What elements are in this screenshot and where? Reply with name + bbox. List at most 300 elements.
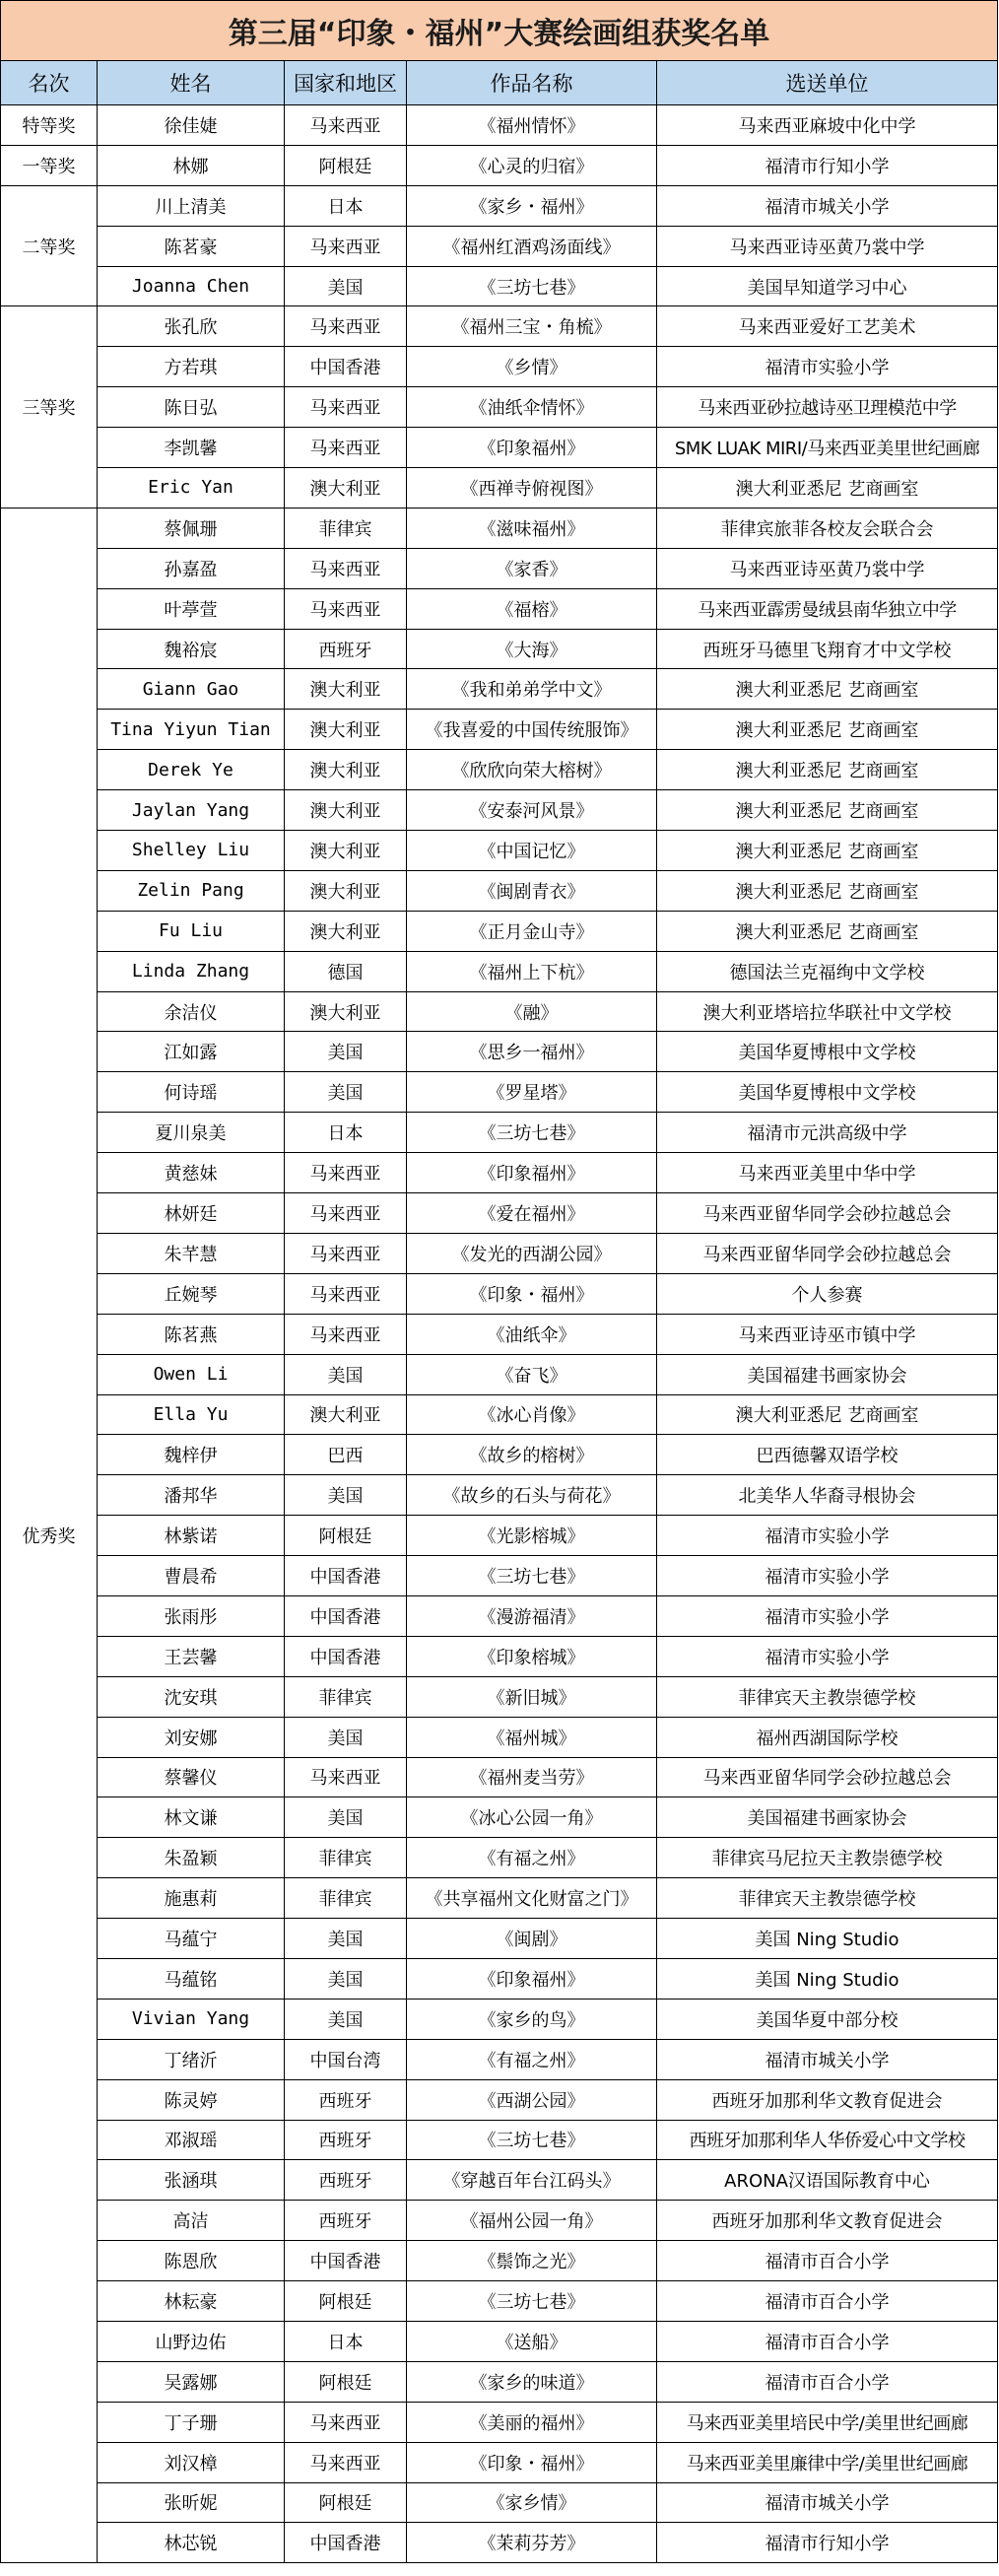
table-row (1, 1032, 998, 1072)
unit-cell: 澳大利亚悉尼 艺商画室 (657, 911, 998, 951)
name-cell: Zelin Pang (98, 870, 285, 911)
unit-cell: 西班牙加那利华人华侨爱心中文学校 (657, 2120, 998, 2160)
table-row (1, 951, 998, 991)
country-cell: 美国 (285, 1032, 407, 1072)
unit-cell: 德国法兰克福绚中文学校 (657, 951, 998, 991)
unit-cell: 福清市百合小学 (657, 2281, 998, 2322)
country-cell: 马来西亚 (285, 1273, 407, 1314)
table-row (1, 710, 998, 750)
unit-cell: 马来西亚诗巫黄乃裳中学 (657, 548, 998, 588)
work-cell: 《我喜爱的中国传统服饰》 (407, 710, 657, 750)
table-row (1, 1435, 998, 1475)
country-cell: 中国香港 (285, 2523, 407, 2563)
table-row (1, 1676, 998, 1717)
country-cell: 美国 (285, 1354, 407, 1394)
country-cell: 西班牙 (285, 2201, 407, 2241)
name-cell: 川上清美 (98, 185, 285, 226)
table-row (1, 266, 998, 306)
country-cell: 马来西亚 (285, 2402, 407, 2442)
name-cell: 张昕妮 (98, 2482, 285, 2523)
work-cell: 《大海》 (407, 629, 657, 669)
work-cell: 《西禅寺俯视图》 (407, 468, 657, 508)
country-cell: 美国 (285, 1072, 407, 1113)
work-cell: 《我和弟弟学中文》 (407, 669, 657, 710)
work-cell: 《印象・福州》 (407, 2442, 657, 2482)
country-cell: 中国香港 (285, 1595, 407, 1636)
country-cell: 菲律宾 (285, 1676, 407, 1717)
unit-cell: 澳大利亚塔培拉华联社中文学校 (657, 991, 998, 1032)
unit-cell: 澳大利亚悉尼 艺商画室 (657, 710, 998, 750)
unit-cell: 西班牙加那利华文教育促进会 (657, 2079, 998, 2120)
table-row (1, 1919, 998, 1959)
title-row (1, 1, 998, 61)
name-cell: 孙嘉盈 (98, 548, 285, 588)
work-cell: 《思乡一福州》 (407, 1032, 657, 1072)
table-row (1, 669, 998, 710)
country-cell: 马来西亚 (285, 306, 407, 347)
country-cell: 中国香港 (285, 2241, 407, 2281)
unit-cell: 福清市实验小学 (657, 1516, 998, 1556)
name-cell: Fu Liu (98, 911, 285, 951)
table-row (1, 750, 998, 790)
unit-cell: 美国福建书画家协会 (657, 1797, 998, 1838)
table-row (1, 1314, 998, 1354)
work-cell: 《故乡的榕树》 (407, 1435, 657, 1475)
unit-cell: 福清市实验小学 (657, 1636, 998, 1676)
country-cell: 西班牙 (285, 2160, 407, 2201)
work-cell: 《有福之州》 (407, 2039, 657, 2079)
name-cell: 丁子珊 (98, 2402, 285, 2442)
work-cell: 《西湖公园》 (407, 2079, 657, 2120)
table-row (1, 790, 998, 831)
unit-cell: 马来西亚砂拉越诗巫卫理模范中学 (657, 387, 998, 428)
work-cell: 《三坊七巷》 (407, 2120, 657, 2160)
work-cell: 《漫游福清》 (407, 1595, 657, 1636)
table-row (1, 2079, 998, 2120)
country-cell: 澳大利亚 (285, 468, 407, 508)
name-cell: 张涵琪 (98, 2160, 285, 2201)
unit-cell: 巴西德馨双语学校 (657, 1435, 998, 1475)
work-cell: 《共享福州文化财富之门》 (407, 1878, 657, 1919)
unit-cell: 马来西亚美里廉律中学/美里世纪画廊 (657, 2442, 998, 2482)
column-header-unit: 选送单位 (657, 61, 998, 105)
country-cell: 马来西亚 (285, 1153, 407, 1193)
table-row (1, 1193, 998, 1234)
country-cell: 美国 (285, 1717, 407, 1757)
table-row (1, 1153, 998, 1193)
country-cell: 巴西 (285, 1435, 407, 1475)
country-cell: 菲律宾 (285, 1878, 407, 1919)
table-row (1, 2120, 998, 2160)
country-cell: 马来西亚 (285, 2442, 407, 2482)
unit-cell: 马来西亚诗巫市镇中学 (657, 1314, 998, 1354)
unit-cell: 福清市城关小学 (657, 185, 998, 226)
table-row (1, 1595, 998, 1636)
header-row (1, 61, 998, 105)
country-cell: 日本 (285, 2321, 407, 2361)
unit-cell: 马来西亚爱好工艺美术 (657, 306, 998, 347)
name-cell: 林娜 (98, 145, 285, 185)
work-cell: 《印象福州》 (407, 428, 657, 468)
name-cell: 林耘豪 (98, 2281, 285, 2322)
name-cell: 江如露 (98, 1032, 285, 1072)
work-cell: 《融》 (407, 991, 657, 1032)
name-cell: 陈恩欣 (98, 2241, 285, 2281)
table-row (1, 1354, 998, 1394)
work-cell: 《福州三宝・角梳》 (407, 306, 657, 347)
name-cell: Jaylan Yang (98, 790, 285, 831)
country-cell: 阿根廷 (285, 2361, 407, 2402)
table-row (1, 387, 998, 428)
name-cell: 陈茗燕 (98, 1314, 285, 1354)
table-row (1, 1072, 998, 1113)
country-cell: 澳大利亚 (285, 911, 407, 951)
country-cell: 澳大利亚 (285, 870, 407, 911)
country-cell: 马来西亚 (285, 588, 407, 629)
work-cell: 《穿越百年台江码头》 (407, 2160, 657, 2201)
country-cell: 阿根廷 (285, 2281, 407, 2322)
work-cell: 《福州情怀》 (407, 105, 657, 146)
name-cell: Eric Yan (98, 468, 285, 508)
country-cell: 西班牙 (285, 2120, 407, 2160)
unit-cell: 澳大利亚悉尼 艺商画室 (657, 790, 998, 831)
table-row (1, 2321, 998, 2361)
work-cell: 《鬃饰之光》 (407, 2241, 657, 2281)
unit-cell: 个人参赛 (657, 1273, 998, 1314)
name-cell: Vivian Yang (98, 1999, 285, 2039)
name-cell: 魏梓伊 (98, 1435, 285, 1475)
work-cell: 《光影榕城》 (407, 1516, 657, 1556)
country-cell: 澳大利亚 (285, 710, 407, 750)
country-cell: 阿根廷 (285, 1516, 407, 1556)
name-cell: 施惠莉 (98, 1878, 285, 1919)
name-cell: 陈茗豪 (98, 226, 285, 266)
table-row (1, 2482, 998, 2523)
table-row (1, 428, 998, 468)
unit-cell: 福清市行知小学 (657, 2523, 998, 2563)
work-cell: 《闽剧青衣》 (407, 870, 657, 911)
work-cell: 《三坊七巷》 (407, 266, 657, 306)
name-cell: Giann Gao (98, 669, 285, 710)
name-cell: 刘安娜 (98, 1717, 285, 1757)
table-row (1, 468, 998, 508)
unit-cell: ARONA汉语国际教育中心 (657, 2160, 998, 2201)
work-cell: 《送船》 (407, 2321, 657, 2361)
table-row (1, 1273, 998, 1314)
unit-cell: 福清市行知小学 (657, 145, 998, 185)
work-cell: 《乡情》 (407, 347, 657, 387)
work-cell: 《家乡的味道》 (407, 2361, 657, 2402)
table-row (1, 2442, 998, 2482)
table-row (1, 508, 998, 548)
name-cell: 沈安琪 (98, 1676, 285, 1717)
table-row (1, 588, 998, 629)
work-cell: 《中国记忆》 (407, 831, 657, 871)
country-cell: 中国香港 (285, 1556, 407, 1596)
work-cell: 《印象福州》 (407, 1153, 657, 1193)
rank-cell: 二等奖 (1, 185, 98, 306)
work-cell: 《福榕》 (407, 588, 657, 629)
table-row (1, 226, 998, 266)
column-header-country: 国家和地区 (285, 61, 407, 105)
work-cell: 《奋飞》 (407, 1354, 657, 1394)
country-cell: 澳大利亚 (285, 1394, 407, 1435)
table-row (1, 306, 998, 347)
table-row (1, 1394, 998, 1435)
table-row (1, 831, 998, 871)
unit-cell: 澳大利亚悉尼 艺商画室 (657, 870, 998, 911)
column-header-work: 作品名称 (407, 61, 657, 105)
country-cell: 澳大利亚 (285, 750, 407, 790)
table-body (1, 105, 998, 2563)
name-cell: 丘婉琴 (98, 1273, 285, 1314)
table-row (1, 1958, 998, 1999)
unit-cell: SMK LUAK MIRI/马来西亚美里世纪画廊 (657, 428, 998, 468)
country-cell: 中国台湾 (285, 2039, 407, 2079)
name-cell: Shelley Liu (98, 831, 285, 871)
country-cell: 美国 (285, 1475, 407, 1516)
work-cell: 《闽剧》 (407, 1919, 657, 1959)
work-cell: 《新旧城》 (407, 1676, 657, 1717)
country-cell: 德国 (285, 951, 407, 991)
name-cell: 叶葶萱 (98, 588, 285, 629)
name-cell: 马蕴宁 (98, 1919, 285, 1959)
table-row (1, 870, 998, 911)
work-cell: 《油纸伞情怀》 (407, 387, 657, 428)
table-row (1, 105, 998, 146)
name-cell: 邓淑瑶 (98, 2120, 285, 2160)
country-cell: 澳大利亚 (285, 831, 407, 871)
unit-cell: 澳大利亚悉尼 艺商画室 (657, 669, 998, 710)
work-cell: 《正月金山寺》 (407, 911, 657, 951)
country-cell: 马来西亚 (285, 428, 407, 468)
name-cell: Derek Ye (98, 750, 285, 790)
work-cell: 《安泰河风景》 (407, 790, 657, 831)
country-cell: 菲律宾 (285, 1838, 407, 1878)
rank-cell: 特等奖 (1, 105, 98, 146)
table-row (1, 1838, 998, 1878)
country-cell: 日本 (285, 185, 407, 226)
table-row (1, 1636, 998, 1676)
table-row (1, 1516, 998, 1556)
page-title: 第三届“印象・福州”大赛绘画组获奖名单 (1, 1, 998, 61)
work-cell: 《欣欣向荣大榕树》 (407, 750, 657, 790)
country-cell: 美国 (285, 1999, 407, 2039)
rank-cell: 优秀奖 (1, 508, 98, 2562)
name-cell: 蔡佩珊 (98, 508, 285, 548)
work-cell: 《心灵的归宿》 (407, 145, 657, 185)
unit-cell: 澳大利亚悉尼 艺商画室 (657, 750, 998, 790)
table-row (1, 1233, 998, 1273)
work-cell: 《油纸伞》 (407, 1314, 657, 1354)
name-cell: 徐佳婕 (98, 105, 285, 146)
country-cell: 阿根廷 (285, 2482, 407, 2523)
unit-cell: 福清市百合小学 (657, 2361, 998, 2402)
name-cell: 王芸馨 (98, 1636, 285, 1676)
name-cell: 曹晨希 (98, 1556, 285, 1596)
unit-cell: 美国早知道学习中心 (657, 266, 998, 306)
unit-cell: 马来西亚美里中华中学 (657, 1153, 998, 1193)
name-cell: 陈灵婷 (98, 2079, 285, 2120)
name-cell: 余洁仪 (98, 991, 285, 1032)
name-cell: 林文谦 (98, 1797, 285, 1838)
work-cell: 《家香》 (407, 548, 657, 588)
name-cell: 高洁 (98, 2201, 285, 2241)
country-cell: 马来西亚 (285, 387, 407, 428)
table-row (1, 1113, 998, 1153)
table-row (1, 1999, 998, 2039)
country-cell: 澳大利亚 (285, 669, 407, 710)
work-cell: 《有福之州》 (407, 1838, 657, 1878)
country-cell: 马来西亚 (285, 105, 407, 146)
country-cell: 西班牙 (285, 2079, 407, 2120)
work-cell: 《福州红酒鸡汤面线》 (407, 226, 657, 266)
country-cell: 美国 (285, 1797, 407, 1838)
name-cell: Owen Li (98, 1354, 285, 1394)
work-cell: 《印象・福州》 (407, 1273, 657, 1314)
country-cell: 澳大利亚 (285, 790, 407, 831)
name-cell: Linda Zhang (98, 951, 285, 991)
unit-cell: 美国福建书画家协会 (657, 1354, 998, 1394)
country-cell: 西班牙 (285, 629, 407, 669)
name-cell: 张孔欣 (98, 306, 285, 347)
work-cell: 《三坊七巷》 (407, 1113, 657, 1153)
work-cell: 《家乡情》 (407, 2482, 657, 2523)
column-header-rank: 名次 (1, 61, 98, 105)
rank-cell: 一等奖 (1, 145, 98, 185)
country-cell: 阿根廷 (285, 145, 407, 185)
rank-cell: 三等奖 (1, 306, 98, 508)
table-row (1, 347, 998, 387)
table-row (1, 1475, 998, 1516)
name-cell: 吴露娜 (98, 2361, 285, 2402)
work-cell: 《冰心公园一角》 (407, 1797, 657, 1838)
name-cell: 夏川泉美 (98, 1113, 285, 1153)
table-row (1, 2361, 998, 2402)
country-cell: 日本 (285, 1113, 407, 1153)
table-row (1, 145, 998, 185)
table-row (1, 1757, 998, 1797)
name-cell: 李凯馨 (98, 428, 285, 468)
unit-cell: 菲律宾旅菲各校友会联合会 (657, 508, 998, 548)
name-cell: 林妍廷 (98, 1193, 285, 1234)
work-cell: 《家乡的鸟》 (407, 1999, 657, 2039)
name-cell: 马蕴铭 (98, 1958, 285, 1999)
name-cell: Ella Yu (98, 1394, 285, 1435)
country-cell: 马来西亚 (285, 1757, 407, 1797)
name-cell: 山野边佑 (98, 2321, 285, 2361)
unit-cell: 福清市城关小学 (657, 2039, 998, 2079)
work-cell: 《福州公园一角》 (407, 2201, 657, 2241)
country-cell: 马来西亚 (285, 226, 407, 266)
country-cell: 中国香港 (285, 347, 407, 387)
work-cell: 《福州麦当劳》 (407, 1757, 657, 1797)
work-cell: 《美丽的福州》 (407, 2402, 657, 2442)
unit-cell: 福州西湖国际学校 (657, 1717, 998, 1757)
column-header-name: 姓名 (98, 61, 285, 105)
work-cell: 《福州上下杭》 (407, 951, 657, 991)
name-cell: 蔡馨仪 (98, 1757, 285, 1797)
unit-cell: 福清市百合小学 (657, 2321, 998, 2361)
unit-cell: 澳大利亚悉尼 艺商画室 (657, 1394, 998, 1435)
work-cell: 《故乡的石头与荷花》 (407, 1475, 657, 1516)
table-row (1, 2201, 998, 2241)
country-cell: 美国 (285, 1919, 407, 1959)
unit-cell: 福清市实验小学 (657, 1595, 998, 1636)
unit-cell: 福清市元洪高级中学 (657, 1113, 998, 1153)
unit-cell: 福清市实验小学 (657, 347, 998, 387)
country-cell: 菲律宾 (285, 508, 407, 548)
country-cell: 美国 (285, 1958, 407, 1999)
unit-cell: 马来西亚留华同学会砂拉越总会 (657, 1193, 998, 1234)
work-cell: 《印象福州》 (407, 1958, 657, 1999)
unit-cell: 马来西亚美里培民中学/美里世纪画廊 (657, 2402, 998, 2442)
name-cell: 朱芊慧 (98, 1233, 285, 1273)
table-row (1, 911, 998, 951)
unit-cell: 马来西亚麻坡中化中学 (657, 105, 998, 146)
table-row (1, 2241, 998, 2281)
unit-cell: 菲律宾天主教崇德学校 (657, 1676, 998, 1717)
country-cell: 马来西亚 (285, 548, 407, 588)
name-cell: 潘邦华 (98, 1475, 285, 1516)
work-cell: 《印象榕城》 (407, 1636, 657, 1676)
unit-cell: 澳大利亚悉尼 艺商画室 (657, 831, 998, 871)
name-cell: Tina Yiyun Tian (98, 710, 285, 750)
unit-cell: 北美华人华裔寻根协会 (657, 1475, 998, 1516)
unit-cell: 马来西亚诗巫黄乃裳中学 (657, 226, 998, 266)
table-row (1, 185, 998, 226)
unit-cell: 福清市城关小学 (657, 2482, 998, 2523)
table-row (1, 1797, 998, 1838)
name-cell: 林芯锐 (98, 2523, 285, 2563)
work-cell: 《家乡・福州》 (407, 185, 657, 226)
table-row (1, 2160, 998, 2201)
country-cell: 马来西亚 (285, 1314, 407, 1354)
work-cell: 《滋味福州》 (407, 508, 657, 548)
unit-cell: 西班牙马德里飞翔育才中文学校 (657, 629, 998, 669)
unit-cell: 福清市实验小学 (657, 1556, 998, 1596)
table-row (1, 2402, 998, 2442)
name-cell: Joanna Chen (98, 266, 285, 306)
unit-cell: 西班牙加那利华文教育促进会 (657, 2201, 998, 2241)
name-cell: 朱盈颖 (98, 1838, 285, 1878)
table-row (1, 629, 998, 669)
unit-cell: 菲律宾天主教崇德学校 (657, 1878, 998, 1919)
work-cell: 《三坊七巷》 (407, 2281, 657, 2322)
country-cell: 马来西亚 (285, 1193, 407, 1234)
work-cell: 《冰心肖像》 (407, 1394, 657, 1435)
name-cell: 黄慈妹 (98, 1153, 285, 1193)
unit-cell: 美国 Ning Studio (657, 1919, 998, 1959)
name-cell: 陈日弘 (98, 387, 285, 428)
country-cell: 澳大利亚 (285, 991, 407, 1032)
work-cell: 《三坊七巷》 (407, 1556, 657, 1596)
work-cell: 《罗星塔》 (407, 1072, 657, 1113)
unit-cell: 福清市百合小学 (657, 2241, 998, 2281)
name-cell: 方若琪 (98, 347, 285, 387)
country-cell: 马来西亚 (285, 1233, 407, 1273)
unit-cell: 马来西亚留华同学会砂拉越总会 (657, 1757, 998, 1797)
table-row (1, 548, 998, 588)
unit-cell: 美国华夏博根中文学校 (657, 1032, 998, 1072)
unit-cell: 马来西亚留华同学会砂拉越总会 (657, 1233, 998, 1273)
unit-cell: 马来西亚霹雳曼绒县南华独立中学 (657, 588, 998, 629)
work-cell: 《爱在福州》 (407, 1193, 657, 1234)
name-cell: 刘汉樟 (98, 2442, 285, 2482)
work-cell: 《发光的西湖公园》 (407, 1233, 657, 1273)
name-cell: 林紫诺 (98, 1516, 285, 1556)
table-row (1, 2523, 998, 2563)
